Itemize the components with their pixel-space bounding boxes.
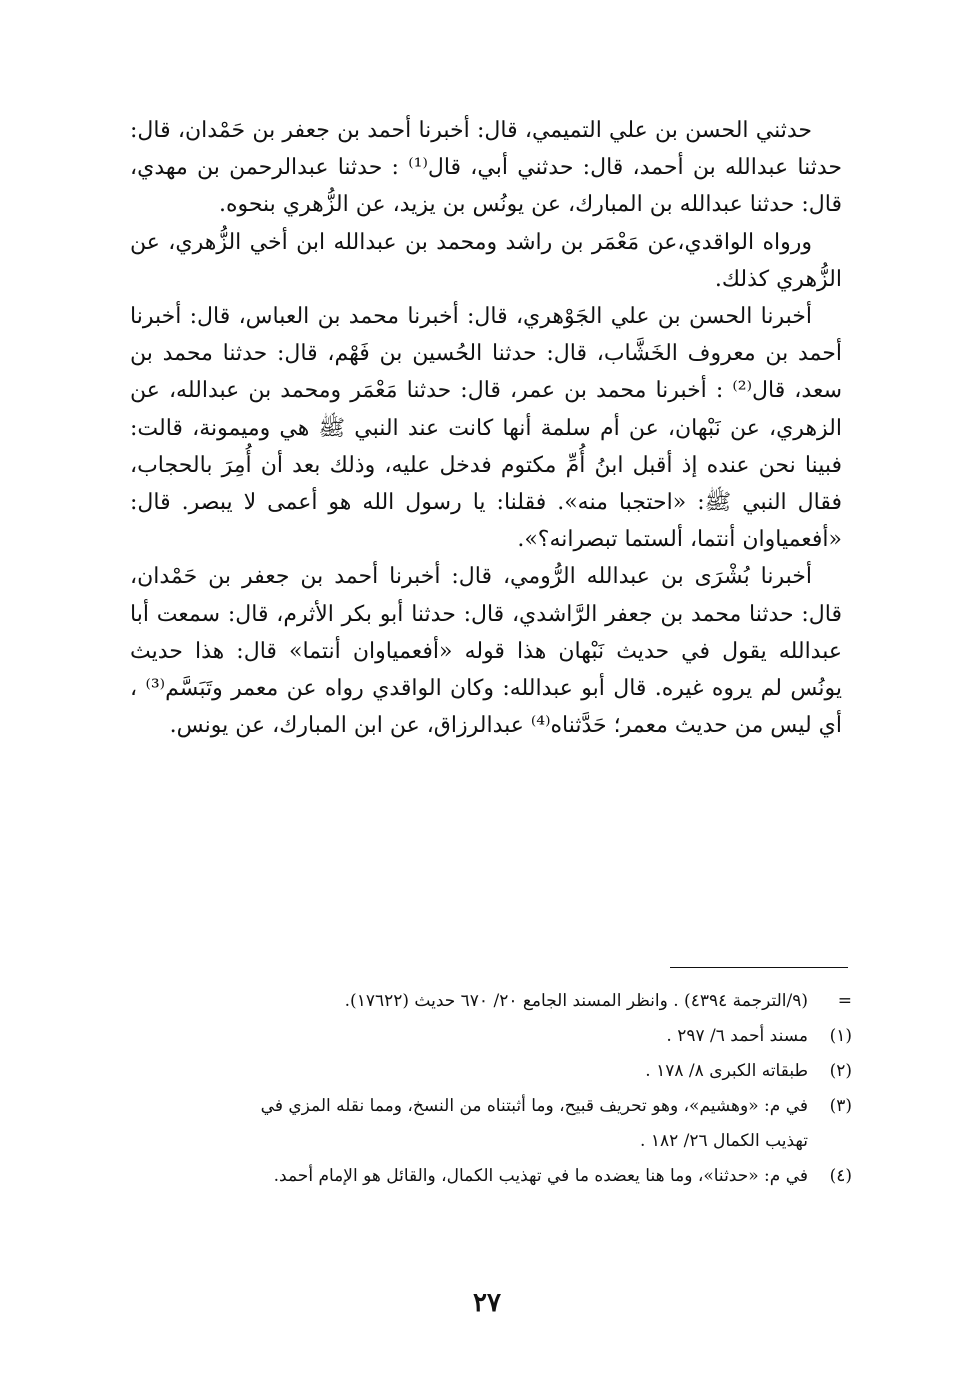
- footnote-divider: [670, 967, 848, 968]
- paragraph-1: حدثني الحسن بن علي التميمي، قال: أخبرنا أحمد بن جعفر بن حَمْدان، قال: حدثنا عبدالله بن أحمد، قال: حدثني أبي، قال⁽¹⁾ : حدثنا عبدالرحمن بن مهدي، قال: حدثنا عبدالله بن المبارك، عن يونُس بن يزيد، عن الزُّهري بنحوه.: [130, 118, 842, 218]
- footnote-4: [128, 1159, 852, 1194]
- footnote-text-line: في م: «وهشيم»، وهو تحريف قبيح، وما أثبتناه من النسخ، ومما نقله المزي في: [260, 1096, 808, 1116]
- footnote-number: (٢): [829, 1061, 852, 1081]
- footnote-2: [128, 1054, 852, 1089]
- paragraph-4: أخبرنا بُشْرَى بن عبدالله الرُّومي، قال: أخبرنا أحمد بن جعفر بن حَمْدان، قال: حدثنا محمد بن جعفر الرَّاشدي، قال: حدثنا أبو بكر الأثرم، قال: سمعت أبا عبدالله يقول في حديث نَبْهان هذا قوله «أفعمياوان أنتما» قال: هذا حديث يونُس لم يروه غيره. قال أبو عبدالله: وكان الواقدي رواه عن معمر وتَبَسَّم⁽³⁾ ، أي ليس من حديث معمر؛ حَدَّثناه⁽⁴⁾ عبدالرزاق، عن ابن المبارك، عن يونس.: [130, 564, 842, 739]
- footnote-number: (٣): [829, 1096, 852, 1116]
- footnotes: [128, 984, 852, 1194]
- footnote-text: في م: «حدثنا»، وما هنا يعضده ما في تهذيب الكمال، والقائل هو الإمام أحمد.: [273, 1166, 808, 1186]
- page-number: ٢٧: [473, 1288, 501, 1318]
- footnote-text: مسند أحمد ٦/ ٢٩٧ .: [666, 1026, 808, 1046]
- footnote-marker: =: [837, 991, 852, 1011]
- paragraph-2: ورواه الواقدي،عن مَعْمَر بن راشد ومحمد بن عبدالله ابن أخي الزُّهري، عن الزُّهري كذلك.: [130, 229, 842, 292]
- footnote-number: (١): [829, 1026, 852, 1046]
- footnote-text: طبقاته الكبرى ٨/ ١٧٨ .: [645, 1061, 808, 1081]
- main-text: [130, 112, 842, 744]
- footnote-1: [128, 1019, 852, 1054]
- footnote-text-line: تهذيب الكمال ٢٦/ ١٨٢ .: [640, 1131, 808, 1151]
- footnote-continuation: [128, 984, 852, 1019]
- footnote-text: (٩/الترجمة ٤٣٩٤) . وانظر المسند الجامع ٢٠/ ٦٧٠ حديث (١٧٦٢٢).: [344, 991, 808, 1011]
- paragraph-3: أخبرنا الحسن بن علي الجَوْهري، قال: أخبرنا محمد بن العباس، قال: أخبرنا أحمد بن معروف الخَشَّاب، قال: حدثنا الحُسين بن فَهْم، قال: حدثنا محمد بن سعد، قال⁽²⁾ : أخبرنا محمد بن عمر، قال: حدثنا مَعْمَر ومحمد بن عبدالله، عن الزهري، عن نَبْهان، عن أم سلمة أنها كانت عند النبي ﷺ هي وميمونة، قالت: فبينا نحن عنده إذ أقبل ابنُ أُمِّ مكتوم فدخل عليه، وذلك بعد أن أُمِرَ بالحجاب، فقال النبي ﷺ: «احتجبا منه». فقلنا: يا رسول الله هو أعمى لا يبصر. قال: «أفعمياوان أنتما، ألستما تبصرانه؟».: [130, 304, 842, 553]
- footnote-3: [128, 1089, 852, 1159]
- footnote-number: (٤): [829, 1166, 852, 1186]
- footnote-text-block: [128, 1089, 808, 1159]
